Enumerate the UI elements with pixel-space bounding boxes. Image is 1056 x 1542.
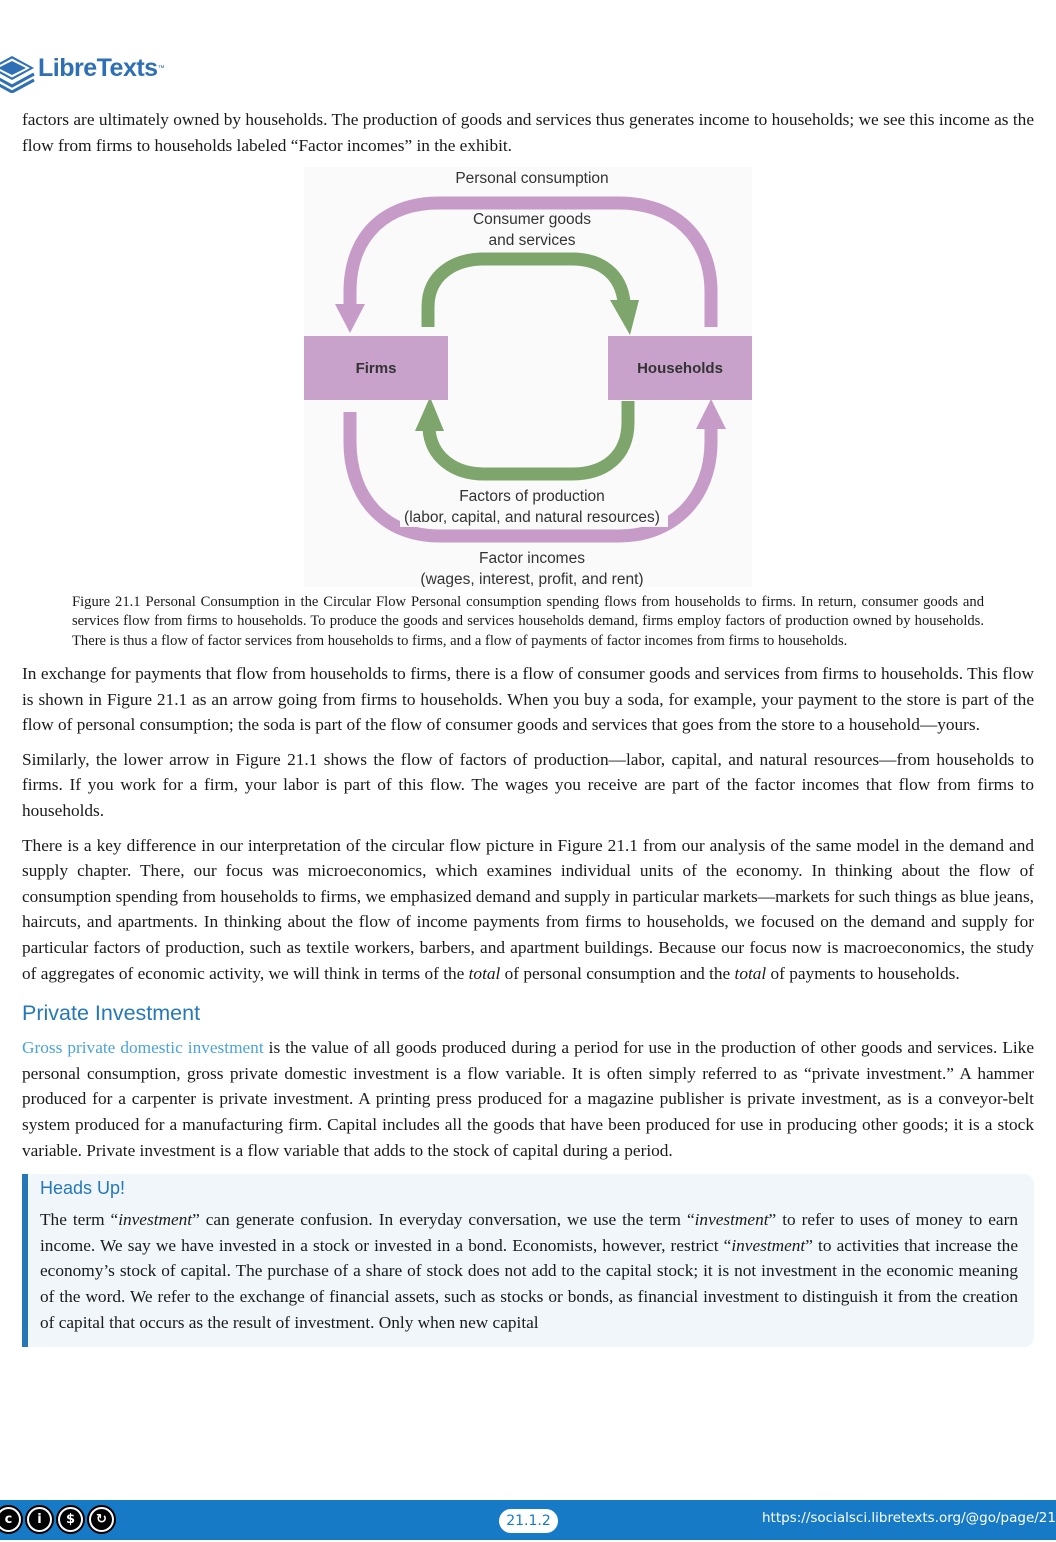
page-number: 21.1.2 (499, 1509, 558, 1533)
callout-title: Heads Up! (40, 1178, 126, 1199)
factors-of-production-arrow (429, 401, 628, 474)
callout-text: The term “investment” can generate confusion. In everyday conversation, we use the term “investment” to refer to uses of money to earn income. We say we have invested in a stock or invested in a bond. Economists, however, restrict “investment” to activities that increase the economy’s stock of capital. The purchase of a share of stock does not add to the capital stock; it is not investment in the economic meaning of the word. We refer to the exchange of financial assets, such as stocks or bonds, as financial investment to distinguish it from the creation of capital that occurs as the result of investment. Only when new capital (40, 1210, 1018, 1332)
cc-icon: c (0, 1505, 23, 1534)
factor-incomes-arrowhead (696, 399, 726, 429)
intro-paragraph: factors are ultimately owned by households. The production of goods and services thus generates income to households; we see this income as the flow from firms to households labeled “Factor incomes” in the exhibit. (22, 110, 1034, 155)
factors-of-production-arrowhead (415, 397, 444, 431)
page-content (22, 107, 1034, 1347)
sharealike-icon: ↻ (87, 1505, 116, 1534)
body-paragraph-1: In exchange for payments that flow from households to firms, there is a flow of consumer goods and services from firms to households. This flow is shown in Figure 21.1 as an arrow going from firms to households. When you buy a soda, for example, your payment to the store is part of the flow of personal consumption; the soda is part of the flow of consumer goods and services that goes from the store to a household—yours. (22, 664, 1034, 735)
logo-trademark: ™ (157, 64, 165, 72)
body-paragraph-3: There is a key difference in our interpretation of the circular flow picture in Figure 21.1 from our analysis of the same model in the demand and supply chapter. There, our focus was microeconomics, which examines individual units of the economy. In thinking about the flow of consumption spending from households to firms, we emphasized demand and supply in particular markets—markets for such things as blue jeans, haircuts, and apartments. In thinking about the flow of income payments from firms to households, we focused on the demand and supply for particular factors of production, such as textile workers, barbers, and apartment buildings. Because our focus now is macroeconomics, the study of aggregates of economic activity, we will think in terms of the total of personal consumption and the total of payments to households. (22, 835, 1034, 983)
factors-of-production-label-line1: Factors of production (459, 488, 605, 506)
factor-incomes-label-line1: Factor incomes (479, 550, 585, 568)
page-footer (0, 1500, 1056, 1540)
body-paragraph-2: Similarly, the lower arrow in Figure 21.1 shows the flow of factors of production—labor, capital, and natural resources—from households to firms. If you work for a firm, your labor is part of this flow. The wages you receive are part of the factor incomes that flow from firms to households. (22, 749, 1034, 821)
noncommercial-icon: $ (56, 1505, 85, 1534)
figure-caption: Figure 21.1 Personal Consumption in the Circular Flow Personal consumption spending flows from households to firms. In return, consumer goods and services flow from firms to households. To produce the goods and services households demand, firms employ factors of production owned by households. There is thus a flow of factor services from households to firms, and a flow of payments of factor incomes from firms to households. (72, 594, 984, 649)
factors-of-production-label-line2: (labor, capital, and natural resources) (404, 509, 660, 527)
firms-label: Firms (355, 360, 397, 378)
consumer-goods-arrow (428, 259, 624, 327)
consumer-goods-label-line1: Consumer goods (472, 211, 592, 229)
consumer-goods-label-line2: and services (488, 232, 576, 250)
page-url-link[interactable]: https://socialsci.libretexts.org/@go/page/21 (762, 1510, 1056, 1526)
personal-consumption-label: Personal consumption (455, 170, 609, 188)
cc-license-badge[interactable] (0, 1505, 116, 1534)
libretexts-logo-icon (0, 43, 36, 93)
logo-wordmark: LibreTexts (38, 53, 158, 82)
personal-consumption-arrowhead (335, 304, 365, 333)
by-attribution-icon: i (25, 1505, 54, 1534)
consumer-goods-arrowhead (610, 300, 639, 335)
gross-private-domestic-investment-link[interactable]: Gross private domestic investment (22, 1038, 264, 1058)
libretexts-logo[interactable] (0, 42, 165, 94)
section-heading-private-investment: Private Investment (22, 1001, 201, 1026)
factor-incomes-label-line2: (wages, interest, profit, and rent) (420, 571, 644, 588)
investment-paragraph: Gross private domestic investment is the value of all goods produced during a period for use in the production of other goods and services. Like personal consumption, gross private domestic investment is a flow variable. It is often simply referred to as “private investment.” A hammer produced for a carpenter is private investment. A printing press produced for a magazine publisher is private investment, as is a conveyor-belt system produced for a manufacturing firm. Capital includes all the goods that have been produced for use in producing other goods; it is a stock variable. Private investment is a flow variable that adds to the stock of capital during a period. (22, 1038, 1034, 1160)
circular-flow-figure (304, 167, 752, 587)
circular-flow-diagram (304, 167, 752, 587)
households-label: Households (637, 360, 723, 378)
heads-up-callout (22, 1174, 1034, 1347)
